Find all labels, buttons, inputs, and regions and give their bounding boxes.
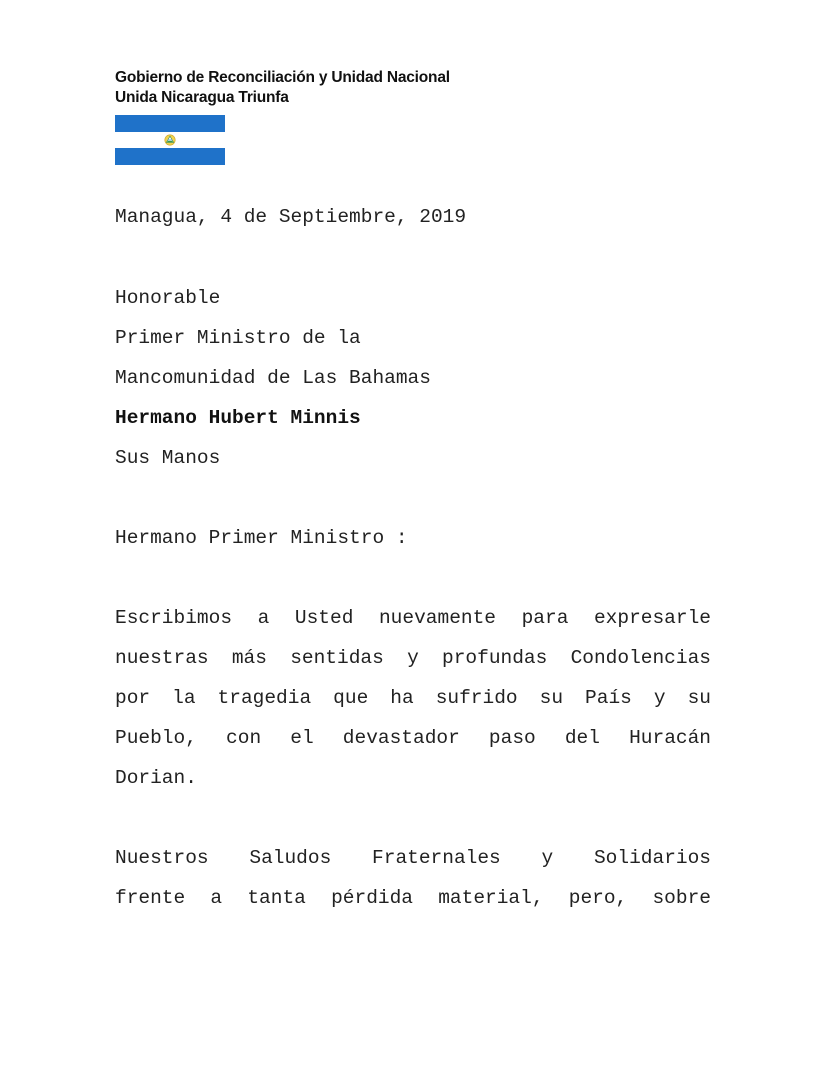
paragraph1-line: Dorian. (115, 767, 197, 789)
recipient-line-country: Mancomunidad de Las Bahamas (115, 367, 431, 389)
recipient-name: Hermano Hubert Minnis (115, 407, 361, 429)
flag-bottom-stripe (115, 148, 225, 165)
recipient-line-sus-manos: Sus Manos (115, 447, 221, 469)
letterhead-slogan: Unida Nicaragua Triunfa (115, 89, 289, 106)
flag-middle-stripe (115, 132, 225, 149)
letterhead-government-name: Gobierno de Reconciliación y Unidad Nacional (115, 69, 450, 86)
paragraph2-line: frente a tanta pérdida material, pero, sobre (115, 887, 711, 909)
paragraph1-line: nuestras más sentidas y profundas Condolencias (115, 647, 711, 669)
letter-date: Managua, 4 de Septiembre, 2019 (115, 206, 467, 228)
flag-top-stripe (115, 115, 225, 132)
paragraph2-line: Nuestros Saludos Fraternales y Solidarios (115, 847, 711, 869)
paragraph1-line: Escribimos a Usted nuevamente para expresarle (115, 607, 711, 629)
salutation: Hermano Primer Ministro : (115, 527, 408, 549)
nicaragua-flag-icon (115, 115, 225, 165)
paragraph1-line: por la tragedia que ha sufrido su País y su (115, 687, 711, 709)
recipient-line-honorable: Honorable (115, 287, 221, 309)
recipient-line-title: Primer Ministro de la (115, 327, 361, 349)
coat-of-arms-icon (164, 134, 176, 146)
letterhead (115, 68, 450, 108)
paragraph1-line: Pueblo, con el devastador paso del Huracán (115, 727, 711, 749)
